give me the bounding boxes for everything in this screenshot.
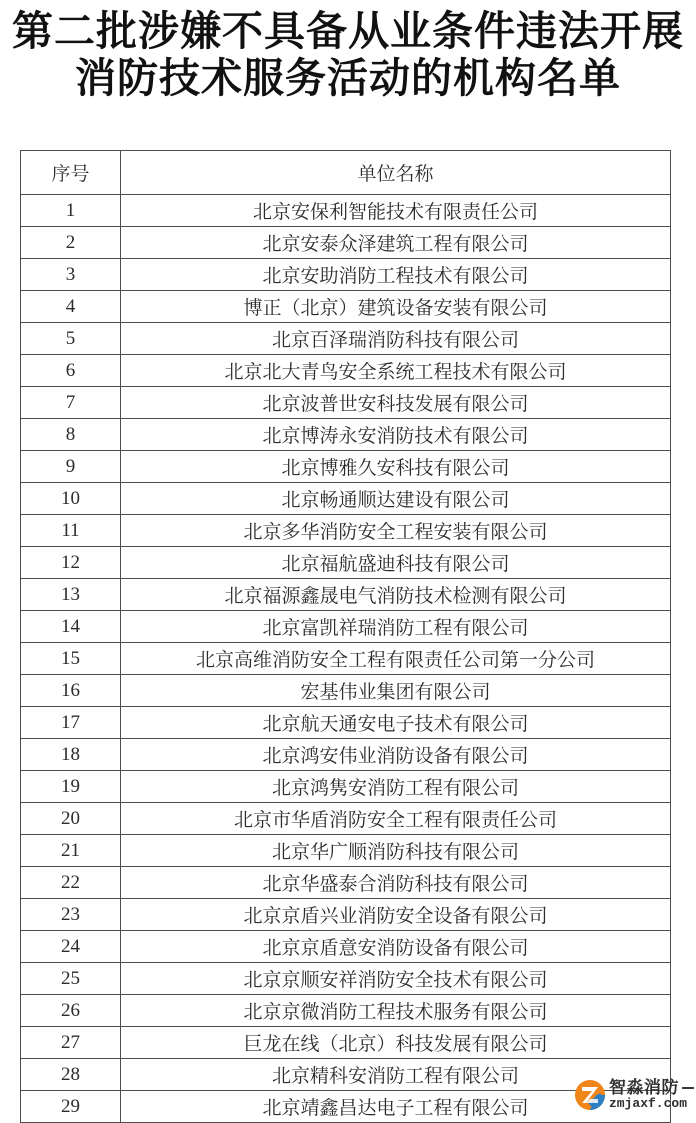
row-serial-number: 23	[21, 899, 121, 931]
row-company-name: 北京多华消防安全工程安装有限公司	[121, 515, 671, 547]
page-title	[0, 0, 696, 102]
table-row	[21, 899, 671, 931]
row-company-name: 北京北大青鸟安全系统工程技术有限公司	[121, 355, 671, 387]
table-row	[21, 931, 671, 963]
row-company-name: 博正（北京）建筑设备安装有限公司	[121, 291, 671, 323]
row-company-name: 北京京盾意安消防设备有限公司	[121, 931, 671, 963]
row-company-name: 北京波普世安科技发展有限公司	[121, 387, 671, 419]
table-row	[21, 227, 671, 259]
company-table	[20, 150, 671, 1123]
table-row	[21, 995, 671, 1027]
row-company-name: 北京博涛永安消防技术有限公司	[121, 419, 671, 451]
row-company-name: 北京安保利智能技术有限责任公司	[121, 195, 671, 227]
row-company-name: 北京鸿隽安消防工程有限公司	[121, 771, 671, 803]
table-row	[21, 803, 671, 835]
table-row	[21, 867, 671, 899]
row-serial-number: 9	[21, 451, 121, 483]
row-serial-number: 17	[21, 707, 121, 739]
row-serial-number: 11	[21, 515, 121, 547]
row-company-name: 北京精科安消防工程有限公司	[121, 1059, 671, 1091]
row-company-name: 北京京微消防工程技术服务有限公司	[121, 995, 671, 1027]
watermark-text	[609, 1079, 694, 1111]
row-company-name: 北京博雅久安科技有限公司	[121, 451, 671, 483]
row-company-name: 北京福源鑫晟电气消防技术检测有限公司	[121, 579, 671, 611]
table-body	[21, 195, 671, 1123]
header-serial-number: 序号	[21, 151, 121, 195]
table-row	[21, 739, 671, 771]
row-serial-number: 10	[21, 483, 121, 515]
table-row	[21, 355, 671, 387]
zm-fire-logo-icon	[574, 1079, 606, 1111]
page-title-line1: 第二批涉嫌不具备从业条件违法开展	[12, 8, 684, 54]
table-row	[21, 675, 671, 707]
table-row	[21, 547, 671, 579]
row-serial-number: 19	[21, 771, 121, 803]
table-row	[21, 579, 671, 611]
row-company-name: 北京市华盾消防安全工程有限责任公司	[121, 803, 671, 835]
row-serial-number: 18	[21, 739, 121, 771]
row-serial-number: 7	[21, 387, 121, 419]
table-row	[21, 707, 671, 739]
table-header-row	[21, 151, 671, 195]
row-company-name: 北京富凯祥瑞消防工程有限公司	[121, 611, 671, 643]
table-row	[21, 419, 671, 451]
row-company-name: 北京京盾兴业消防安全设备有限公司	[121, 899, 671, 931]
table-header	[21, 151, 671, 195]
table-row	[21, 611, 671, 643]
row-serial-number: 6	[21, 355, 121, 387]
row-serial-number: 12	[21, 547, 121, 579]
table-row	[21, 963, 671, 995]
table-row	[21, 1027, 671, 1059]
row-company-name: 北京京顺安祥消防安全技术有限公司	[121, 963, 671, 995]
row-serial-number: 4	[21, 291, 121, 323]
page-title-line2: 消防技术服务活动的机构名单	[75, 55, 621, 101]
row-company-name: 北京畅通顺达建设有限公司	[121, 483, 671, 515]
table-row	[21, 515, 671, 547]
row-serial-number: 28	[21, 1059, 121, 1091]
row-serial-number: 13	[21, 579, 121, 611]
row-serial-number: 20	[21, 803, 121, 835]
row-company-name: 北京安助消防工程技术有限公司	[121, 259, 671, 291]
row-company-name: 北京华盛泰合消防科技有限公司	[121, 867, 671, 899]
table-row	[21, 483, 671, 515]
row-serial-number: 5	[21, 323, 121, 355]
row-company-name: 北京福航盛迪科技有限公司	[121, 547, 671, 579]
watermark-brand: 智淼消防	[609, 1077, 679, 1097]
watermark-site: zmjaxf.com	[609, 1096, 688, 1112]
table-row	[21, 643, 671, 675]
table-row	[21, 835, 671, 867]
row-company-name: 北京安泰众泽建筑工程有限公司	[121, 227, 671, 259]
row-company-name: 北京航天通安电子技术有限公司	[121, 707, 671, 739]
row-company-name: 北京靖鑫昌达电子工程有限公司	[121, 1091, 671, 1123]
table-row	[21, 387, 671, 419]
table-row	[21, 1091, 671, 1123]
row-serial-number: 14	[21, 611, 121, 643]
row-serial-number: 24	[21, 931, 121, 963]
table-row	[21, 291, 671, 323]
table-row	[21, 195, 671, 227]
row-company-name: 北京鸿安伟业消防设备有限公司	[121, 739, 671, 771]
watermark-dash	[682, 1087, 694, 1089]
table-row	[21, 451, 671, 483]
row-serial-number: 15	[21, 643, 121, 675]
row-serial-number: 29	[21, 1091, 121, 1123]
table-row	[21, 259, 671, 291]
table-row	[21, 771, 671, 803]
row-company-name: 北京高维消防安全工程有限责任公司第一分公司	[121, 643, 671, 675]
row-serial-number: 25	[21, 963, 121, 995]
row-serial-number: 3	[21, 259, 121, 291]
row-serial-number: 2	[21, 227, 121, 259]
row-company-name: 北京百泽瑞消防科技有限公司	[121, 323, 671, 355]
row-serial-number: 22	[21, 867, 121, 899]
row-company-name: 北京华广顺消防科技有限公司	[121, 835, 671, 867]
table-row	[21, 323, 671, 355]
row-serial-number: 27	[21, 1027, 121, 1059]
header-company-name: 单位名称	[121, 151, 671, 195]
row-serial-number: 1	[21, 195, 121, 227]
watermark	[574, 1079, 694, 1111]
row-company-name: 宏基伟业集团有限公司	[121, 675, 671, 707]
row-serial-number: 8	[21, 419, 121, 451]
table-row	[21, 1059, 671, 1091]
row-serial-number: 16	[21, 675, 121, 707]
row-serial-number: 26	[21, 995, 121, 1027]
row-serial-number: 21	[21, 835, 121, 867]
row-company-name: 巨龙在线（北京）科技发展有限公司	[121, 1027, 671, 1059]
